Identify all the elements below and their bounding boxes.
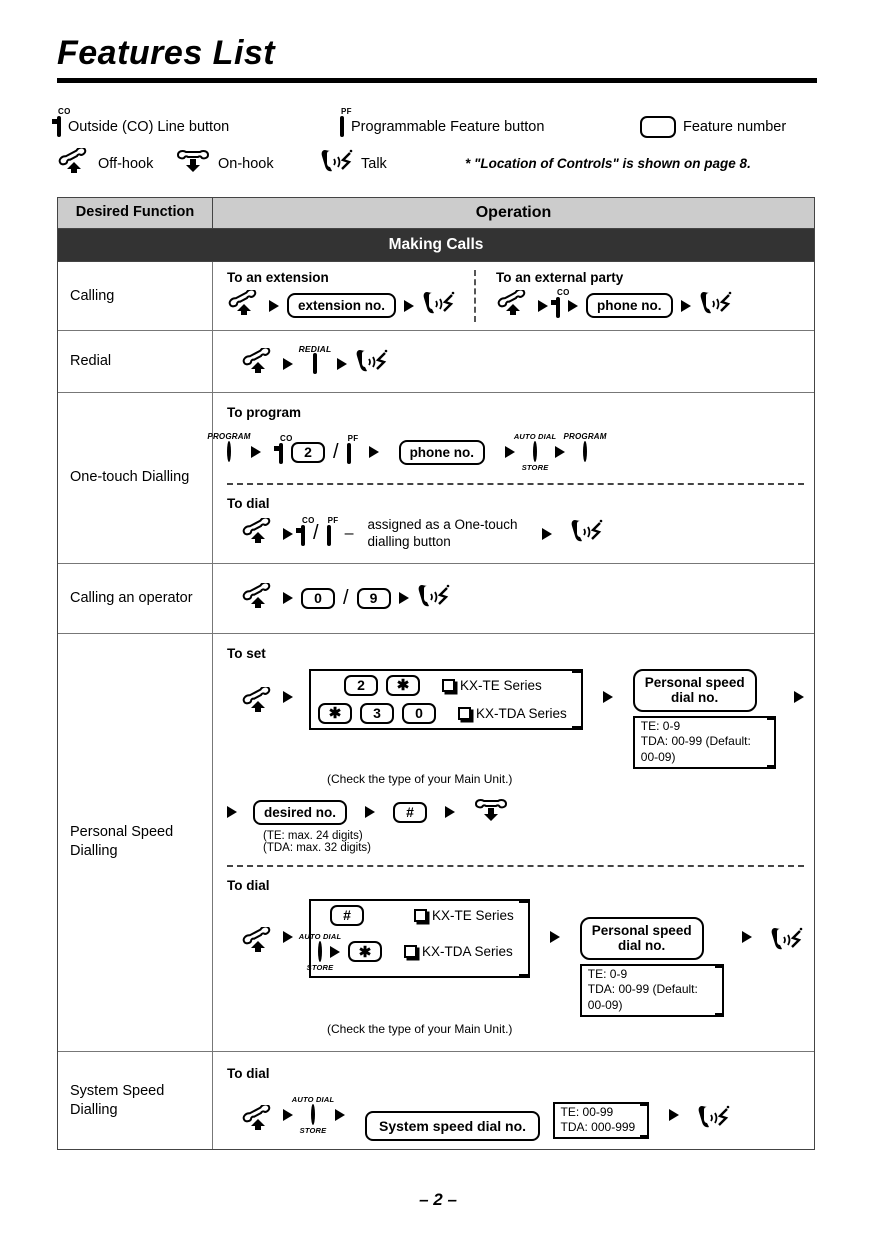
key-star: ✱ (318, 703, 352, 724)
off-hook-label: Off-hook (98, 155, 154, 172)
co-line-button-icon (279, 434, 293, 463)
page-title: Features List (57, 34, 276, 72)
key-star: ✱ (386, 675, 420, 696)
key-hash: # (330, 905, 364, 926)
legend-onhook (175, 148, 320, 179)
row-operation-one-touch-dialling (207, 393, 814, 563)
redial-button-icon (298, 343, 332, 373)
row-function-one-touch-dialling: One-touch Dialling (58, 393, 213, 563)
talk-icon (355, 347, 389, 380)
auto-dial-store-icon (291, 1094, 335, 1135)
off-hook-icon (241, 687, 275, 718)
checkbox-row-kx-te[interactable] (414, 908, 514, 923)
off-hook-icon (241, 348, 275, 379)
programmable-feature-button-icon (327, 515, 339, 545)
checkbox-kx-tda[interactable] (404, 945, 417, 958)
checkbox-kx-te[interactable] (414, 909, 427, 922)
row-function-redial: Redial (58, 331, 213, 392)
arrow-icon (337, 358, 347, 370)
max-digits-note (263, 830, 804, 854)
label-kx-tda-series: KX-TDA Series (422, 944, 513, 960)
range-te: TE: 0-9 (640, 718, 681, 733)
row-function-system-speed-dialling: System Speed Dialling (58, 1052, 213, 1150)
row-operation-personal-speed-dialling (213, 634, 814, 1051)
on-hook-label: On-hook (218, 155, 274, 172)
legend-co-button (57, 106, 340, 136)
checkbox-row-kx-tda[interactable] (404, 944, 513, 959)
legend-row-1 (57, 108, 827, 145)
table-row (58, 331, 814, 393)
checkbox-row-kx-te[interactable] (442, 678, 542, 693)
on-hook-icon (473, 797, 509, 828)
arrow-icon (445, 806, 455, 818)
arrow-icon (283, 691, 293, 703)
arrow-icon (283, 528, 293, 540)
off-hook-icon (241, 1105, 275, 1136)
key-2: 2 (344, 675, 378, 696)
pill-line-1: Personal speed (644, 674, 745, 690)
arrow-icon (335, 1109, 345, 1121)
talk-icon (422, 289, 456, 322)
max-te-note: (TE: max. 24 digits) (263, 829, 363, 842)
personal-speed-range-note (580, 964, 724, 1017)
pill-extension-no: extension no. (287, 293, 396, 318)
subhead-to-dial: To dial (227, 496, 270, 511)
arrow-icon (550, 931, 560, 943)
pill-phone-no: phone no. (586, 293, 673, 318)
programmable-feature-button-icon (340, 106, 352, 136)
co-button-label: Outside (CO) Line button (68, 118, 230, 135)
auto-dial-store-icon (513, 432, 557, 472)
row-function-personal-speed-dialling: Personal Speed Dialling (58, 634, 213, 1051)
table-row (58, 634, 814, 1052)
off-hook-icon (496, 290, 530, 321)
co-button-cap-label: CO (557, 287, 570, 297)
checkbox-kx-te[interactable] (442, 679, 455, 692)
talk-icon (699, 289, 733, 322)
arrow-icon (227, 806, 237, 818)
pf-button-cap-label: PF (347, 434, 359, 443)
talk-icon (320, 147, 354, 180)
row-operation-calling-an-operator (213, 564, 814, 633)
program-button-cap-label: PROGRAM (563, 432, 607, 441)
label-kx-te-series: KX-TE Series (432, 907, 514, 923)
subhead-to-dial: To dial (227, 877, 270, 893)
co-button-cap-label: CO (302, 515, 315, 525)
talk-label: Talk (361, 155, 387, 172)
max-tda-note: (TDA: max. 32 digits) (263, 841, 371, 854)
range-tda: TDA: 00-99 (Default: 00-09) (587, 982, 698, 1012)
off-hook-icon (57, 148, 91, 179)
store-label: STORE (521, 463, 549, 472)
one-touch-dial-block (227, 492, 804, 555)
programmable-feature-button-icon (347, 434, 359, 463)
assigned-text-line1: assigned as a One-touch (367, 517, 518, 532)
range-te: TE: 0-9 (587, 966, 628, 981)
co-button-cap-label: CO (58, 106, 71, 116)
table-row (58, 564, 814, 634)
arrow-icon (330, 946, 340, 958)
dashed-divider (227, 865, 804, 867)
key-2: 2 (291, 442, 325, 463)
store-label: STORE (299, 1125, 327, 1135)
slash-separator: / (343, 586, 349, 609)
talk-icon (417, 582, 451, 615)
table-header-row (58, 198, 814, 229)
arrow-icon (542, 528, 552, 540)
subhead-to-an-external-party: To an external party (496, 270, 624, 285)
arrow-icon (681, 300, 691, 312)
arrow-icon (555, 446, 565, 458)
arrow-icon (669, 1109, 679, 1121)
checkbox-kx-tda[interactable] (458, 707, 471, 720)
pill-personal-speed-dial-no (580, 917, 704, 960)
subhead-to-dial: To dial (227, 1065, 270, 1081)
series-choice-bracket (298, 899, 530, 978)
table-row (58, 1052, 814, 1150)
arrow-icon (251, 446, 261, 458)
program-button-icon (563, 432, 607, 461)
range-tda: TDA: 000-999 (560, 1120, 636, 1135)
legend-pf-button (340, 106, 640, 136)
pill-line-2: dial no. (671, 690, 719, 706)
store-label: STORE (306, 962, 334, 972)
check-main-unit-note: (Check the type of your Main Unit.) (327, 1021, 513, 1036)
dashed-divider (227, 483, 804, 485)
slash-separator: / (313, 522, 319, 545)
personal-speed-set-block (227, 642, 804, 858)
column-header-operation: Operation (475, 204, 552, 221)
off-hook-icon (241, 927, 275, 958)
arrow-icon (742, 931, 752, 943)
features-table (57, 197, 815, 1150)
calling-external-block (474, 270, 733, 322)
key-star: ✱ (348, 941, 382, 962)
key-0: 0 (301, 588, 335, 609)
pill-system-speed-dial-no: System speed dial no. (365, 1111, 540, 1141)
table-row (58, 262, 814, 331)
table-row (58, 393, 814, 564)
key-hash: # (393, 802, 427, 823)
check-main-unit-note: (Check the type of your Main Unit.) (327, 771, 513, 786)
feature-number-box-icon (640, 116, 676, 138)
co-line-button-icon (57, 106, 71, 136)
arrow-icon (369, 446, 379, 458)
arrow-icon (505, 446, 515, 458)
personal-speed-range-note (633, 716, 776, 769)
dash-separator: – (344, 524, 354, 542)
page-footer: – 2 – (419, 1190, 457, 1209)
legend-row-2 (57, 145, 827, 182)
arrow-icon (269, 300, 279, 312)
system-speed-range-note (553, 1102, 650, 1139)
auto-dial-label: AUTO DIAL (513, 432, 557, 441)
pill-desired-no: desired no. (253, 800, 347, 825)
program-button-cap-label: PROGRAM (207, 432, 251, 441)
arrow-icon (283, 1109, 293, 1121)
arrow-icon (365, 806, 375, 818)
pf-button-cap-label: PF (341, 106, 352, 116)
range-te: TE: 00-99 (560, 1104, 614, 1119)
arrow-icon (404, 300, 414, 312)
arrow-icon (283, 358, 293, 370)
slash-separator: / (333, 440, 339, 463)
pill-line-2: dial no. (618, 938, 666, 954)
page-title-block (57, 36, 817, 83)
row-operation-system-speed-dialling (213, 1052, 814, 1150)
series-choice-bracket (309, 669, 583, 730)
pf-button-cap-label: PF (327, 515, 339, 525)
arrow-icon (283, 592, 293, 604)
row-operation-calling (213, 262, 814, 330)
talk-icon (770, 925, 804, 958)
one-touch-program-block (207, 401, 804, 476)
program-button-icon (207, 432, 251, 461)
checkbox-row-kx-tda[interactable] (458, 706, 567, 721)
off-hook-icon (227, 290, 261, 321)
row-operation-redial (213, 331, 814, 392)
calling-extension-block (227, 270, 474, 322)
pf-button-label: Programmable Feature button (351, 118, 545, 135)
pill-phone-no: phone no. (399, 440, 486, 465)
column-header-function: Desired Function (58, 198, 213, 228)
location-of-controls-note: * "Location of Controls" is shown on page 8. (465, 156, 751, 171)
row-function-calling: Calling (58, 262, 213, 330)
personal-speed-dial-block (227, 874, 804, 1043)
talk-icon (697, 1103, 731, 1136)
section-header-making-calls: Making Calls (58, 229, 814, 262)
title-rule (57, 78, 817, 83)
off-hook-icon (241, 583, 275, 614)
arrow-icon (794, 691, 804, 703)
arrow-icon (568, 300, 578, 312)
feature-number-label: Feature number (683, 118, 787, 135)
legend-talk (320, 147, 465, 180)
arrow-icon (538, 300, 548, 312)
subhead-to-an-extension: To an extension (227, 270, 329, 285)
label-kx-te-series: KX-TE Series (460, 677, 542, 693)
key-0: 0 (402, 703, 436, 724)
row-function-calling-an-operator: Calling an operator (58, 564, 213, 633)
assigned-text-line2: dialling button (367, 533, 451, 549)
redial-button-cap-label: REDIAL (298, 343, 332, 354)
arrow-icon (603, 691, 613, 703)
subhead-to-set: To set (227, 645, 266, 661)
on-hook-icon (175, 148, 211, 179)
co-button-cap-label: CO (280, 434, 293, 443)
subhead-to-program: To program (227, 405, 301, 420)
co-line-button-icon (301, 515, 315, 545)
label-kx-tda-series: KX-TDA Series (476, 705, 567, 721)
pill-personal-speed-dial-no (633, 669, 757, 712)
auto-dial-label: AUTO DIAL (298, 931, 342, 941)
off-hook-icon (241, 518, 275, 549)
arrow-icon (283, 931, 293, 943)
arrow-icon (399, 592, 409, 604)
range-tda: TDA: 00-99 (Default: 00-09) (640, 734, 751, 764)
auto-dial-label: AUTO DIAL (291, 1094, 335, 1104)
key-3: 3 (360, 703, 394, 724)
key-9: 9 (357, 588, 391, 609)
co-line-button-icon (556, 287, 570, 317)
auto-dial-store-icon (298, 931, 342, 972)
pill-line-1: Personal speed (591, 922, 692, 938)
talk-icon (570, 517, 604, 550)
legend-offhook (57, 148, 175, 179)
legend-feature-number (640, 116, 786, 138)
legend (57, 108, 827, 182)
